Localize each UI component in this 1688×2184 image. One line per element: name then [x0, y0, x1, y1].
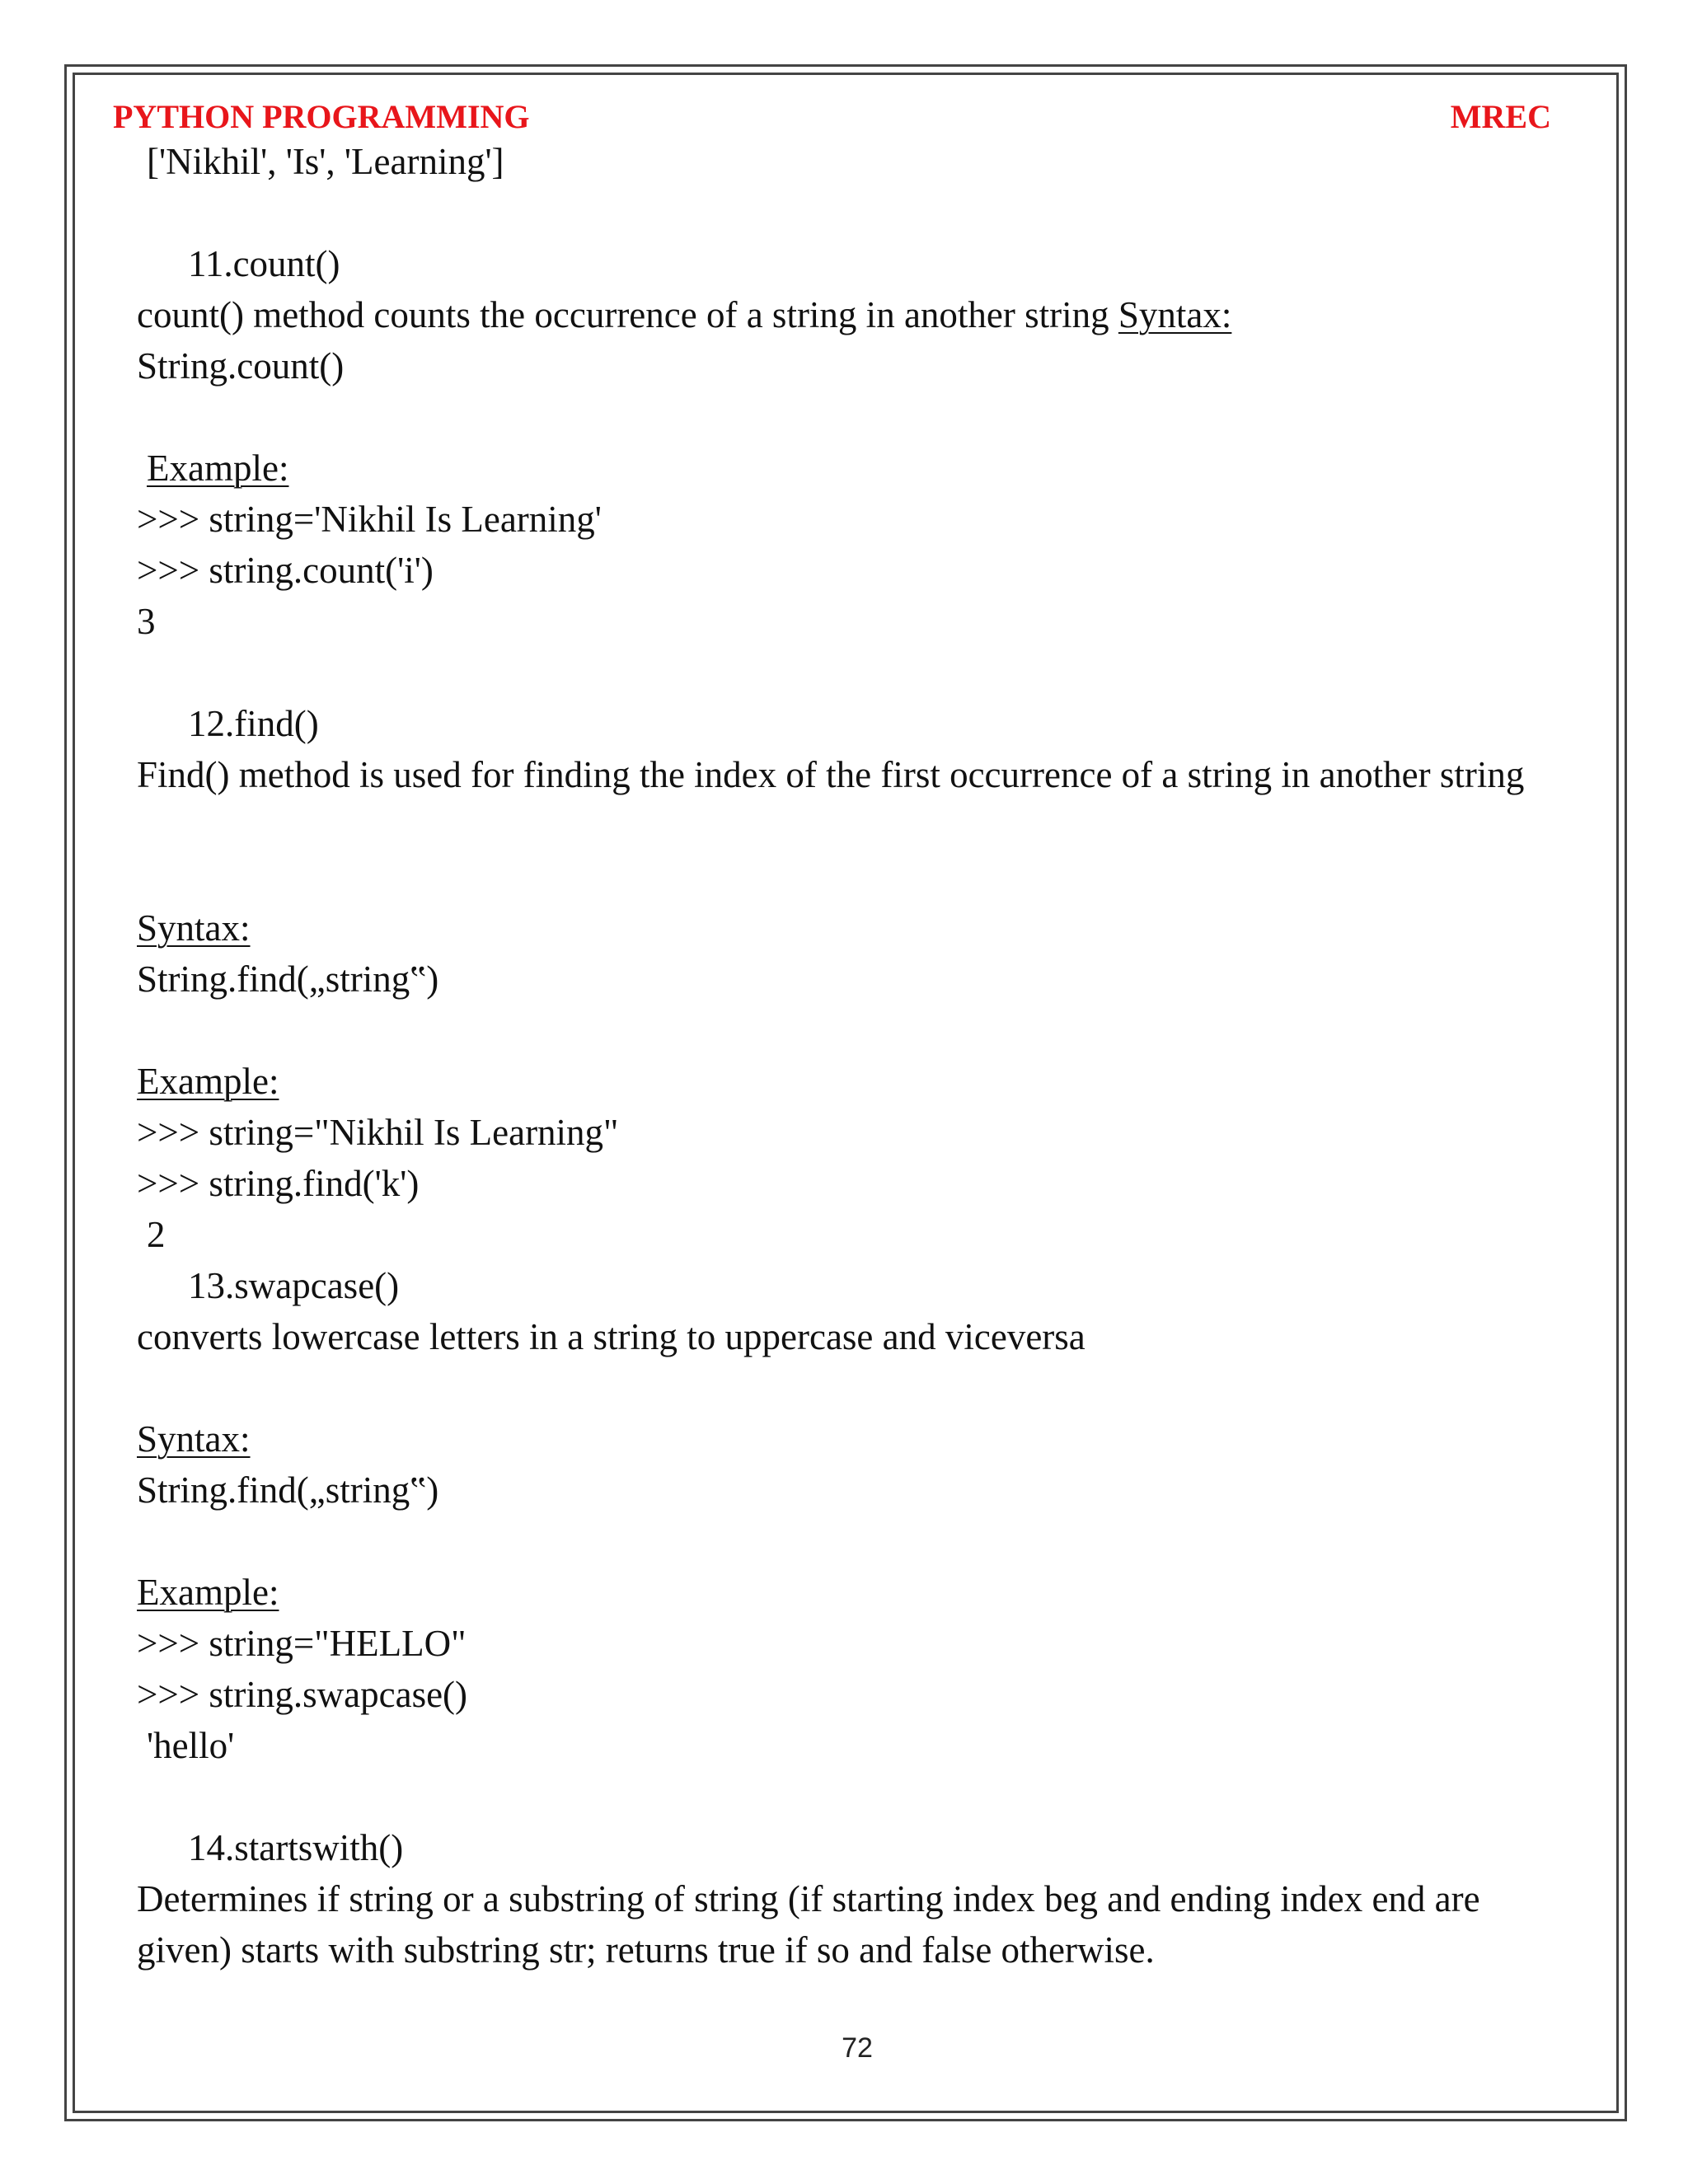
swapcase-output: 'hello' — [147, 1725, 235, 1766]
section-heading-swapcase: 13.swapcase() — [188, 1265, 400, 1306]
swapcase-code-line-2: >>> string.swapcase() — [137, 1674, 468, 1715]
find-syntax: String.find(„string‟) — [137, 958, 439, 1000]
page-content — [137, 136, 1554, 1975]
swapcase-example-label: Example: — [137, 1572, 279, 1613]
swapcase-description: converts lowercase letters in a string to uppercase and viceversa — [137, 1316, 1085, 1357]
count-output: 3 — [137, 601, 156, 642]
count-code-line-1: >>> string='Nikhil Is Learning' — [137, 499, 602, 540]
page-number: 72 — [842, 2032, 873, 2064]
section-heading-find: 12.find() — [188, 703, 319, 744]
find-code-line-1: >>> string="Nikhil Is Learning" — [137, 1112, 619, 1153]
find-code-line-2: >>> string.find('k') — [137, 1163, 420, 1204]
find-description: Find() method is used for finding the index of the first occurrence of a string in another string — [137, 754, 1525, 795]
header-course-title: PYTHON PROGRAMMING — [113, 98, 530, 135]
count-syntax: String.count() — [137, 345, 345, 387]
previous-output: ['Nikhil', 'Is', 'Learning'] — [147, 141, 504, 182]
swapcase-syntax-label: Syntax: — [137, 1418, 251, 1460]
find-output: 2 — [147, 1214, 166, 1255]
count-description — [137, 289, 1554, 340]
find-syntax-label: Syntax: — [137, 907, 251, 949]
swapcase-code-line-1: >>> string="HELLO" — [137, 1623, 467, 1664]
count-code-line-2: >>> string.count('i') — [137, 550, 434, 591]
count-syntax-label: Syntax: — [1118, 294, 1232, 335]
find-example-label: Example: — [137, 1061, 279, 1102]
section-heading-startswith: 14.startswith() — [188, 1827, 404, 1868]
swapcase-syntax: String.find(„string‟) — [137, 1469, 439, 1511]
count-description-text: count() method counts the occurrence of a string in another string — [137, 294, 1118, 335]
startswith-description: Determines if string or a substring of string (if starting index beg and ending index end are given) starts with substring str; returns true if so and false otherwise. — [137, 1878, 1480, 1971]
count-example-label: Example: — [147, 448, 289, 489]
header-institution: MREC — [1450, 98, 1551, 135]
section-heading-count: 11.count() — [188, 243, 340, 284]
